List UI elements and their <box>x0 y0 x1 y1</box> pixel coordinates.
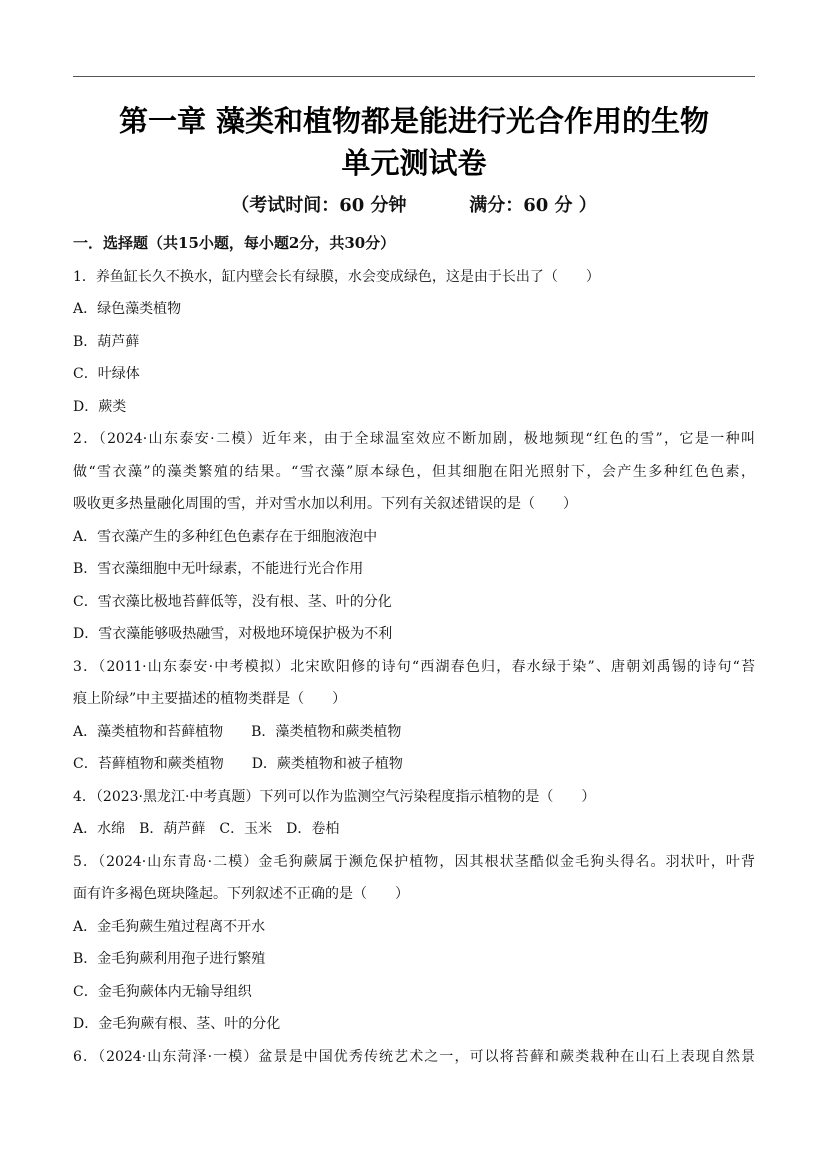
question-2-option-b: B．雪衣藻细胞中无叶绿素，不能进行光合作用 <box>73 561 364 577</box>
question-1-option-d: D．蕨类 <box>73 399 127 415</box>
question-2-option-d: D．雪衣藻能够吸热融雪，对极地环境保护极为不利 <box>73 626 393 642</box>
question-5-option-a: A．金毛狗蕨生殖过程离不开水 <box>73 919 266 935</box>
question-2-stem-line3: 吸收更多热量融化周围的雪，并对雪水加以利用。下列有关叙述错误的是（ ） <box>73 496 577 512</box>
question-3-options-ab: A．藻类植物和苔藓植物 B．藻类植物和蕨类植物 <box>73 724 402 740</box>
question-3-stem-line1: 3．（2011·山东泰安·中考模拟）北宋欧阳修的诗句“西湖春色归，春水绿于染”、唐朝刘禹锡的诗句“苔 <box>73 659 755 675</box>
section-heading: 一．选择题（共15小题，每小题2分，共30分） <box>73 234 396 252</box>
question-5-stem-line1: 5．（2024·山东青岛·二模）金毛狗蕨属于濒危保护植物，因其根状茎酷似金毛狗头得名。羽状叶，叶背 <box>73 854 755 870</box>
question-3-options-cd: C．苔藓植物和蕨类植物 D．蕨类植物和被子植物 <box>73 756 403 772</box>
question-5-option-b: B．金毛狗蕨利用孢子进行繁殖 <box>73 951 266 967</box>
question-4-stem: 4．（2023·黑龙江·中考真题）下列可以作为监测空气污染程度指示植物的是（ ） <box>73 789 596 805</box>
header-rule <box>73 76 755 77</box>
question-2-option-c: C．雪衣藻比极地苔藓低等，没有根、茎、叶的分化 <box>73 594 392 610</box>
question-2-stem-line1: 2．（2024·山东泰安·二模）近年来，由于全球温室效应不断加剧，极地频现“红色的雪”，它是一种叫 <box>73 431 755 447</box>
question-5-option-d: D．金毛狗蕨有根、茎、叶的分化 <box>73 1016 281 1032</box>
question-5-option-c: C．金毛狗蕨体内无输导组织 <box>73 984 252 1000</box>
question-2-stem-line2: 做“雪衣藻”的藻类繁殖的结果。“雪衣藻”原本绿色，但其细胞在阳光照射下，会产生多种红色色素， <box>73 464 755 480</box>
question-1-stem: 1．养鱼缸长久不换水，缸内壁会长有绿膜，水会变成绿色，这是由于长出了（ ） <box>73 269 600 285</box>
question-2-option-a: A．雪衣藻产生的多种红色色素存在于细胞液泡中 <box>73 529 378 545</box>
question-6-stem-line1: 6．（2024·山东菏泽·一模）盆景是中国优秀传统艺术之一，可以将苔藓和蕨类栽种在山石上表现自然景 <box>73 1049 755 1065</box>
question-3-stem-line2: 痕上阶绿”中主要描述的植物类群是（ ） <box>73 691 347 707</box>
exam-info: （考试时间：60 分钟 满分：60 分 ） <box>231 195 597 216</box>
document-title-line2: 单元测试卷 <box>341 146 487 180</box>
question-1-option-b: B．葫芦藓 <box>73 334 140 350</box>
document-title-line1: 第一章 藻类和植物都是能进行光合作用的生物 <box>118 104 710 138</box>
question-4-options: A．水绵 B．葫芦藓 C．玉米 D．卷柏 <box>73 821 340 837</box>
question-1-option-a: A．绿色藻类植物 <box>73 301 182 317</box>
question-1-option-c: C．叶绿体 <box>73 366 140 382</box>
question-5-stem-line2: 面有许多褐色斑块隆起。下列叙述不正确的是（ ） <box>73 886 409 902</box>
